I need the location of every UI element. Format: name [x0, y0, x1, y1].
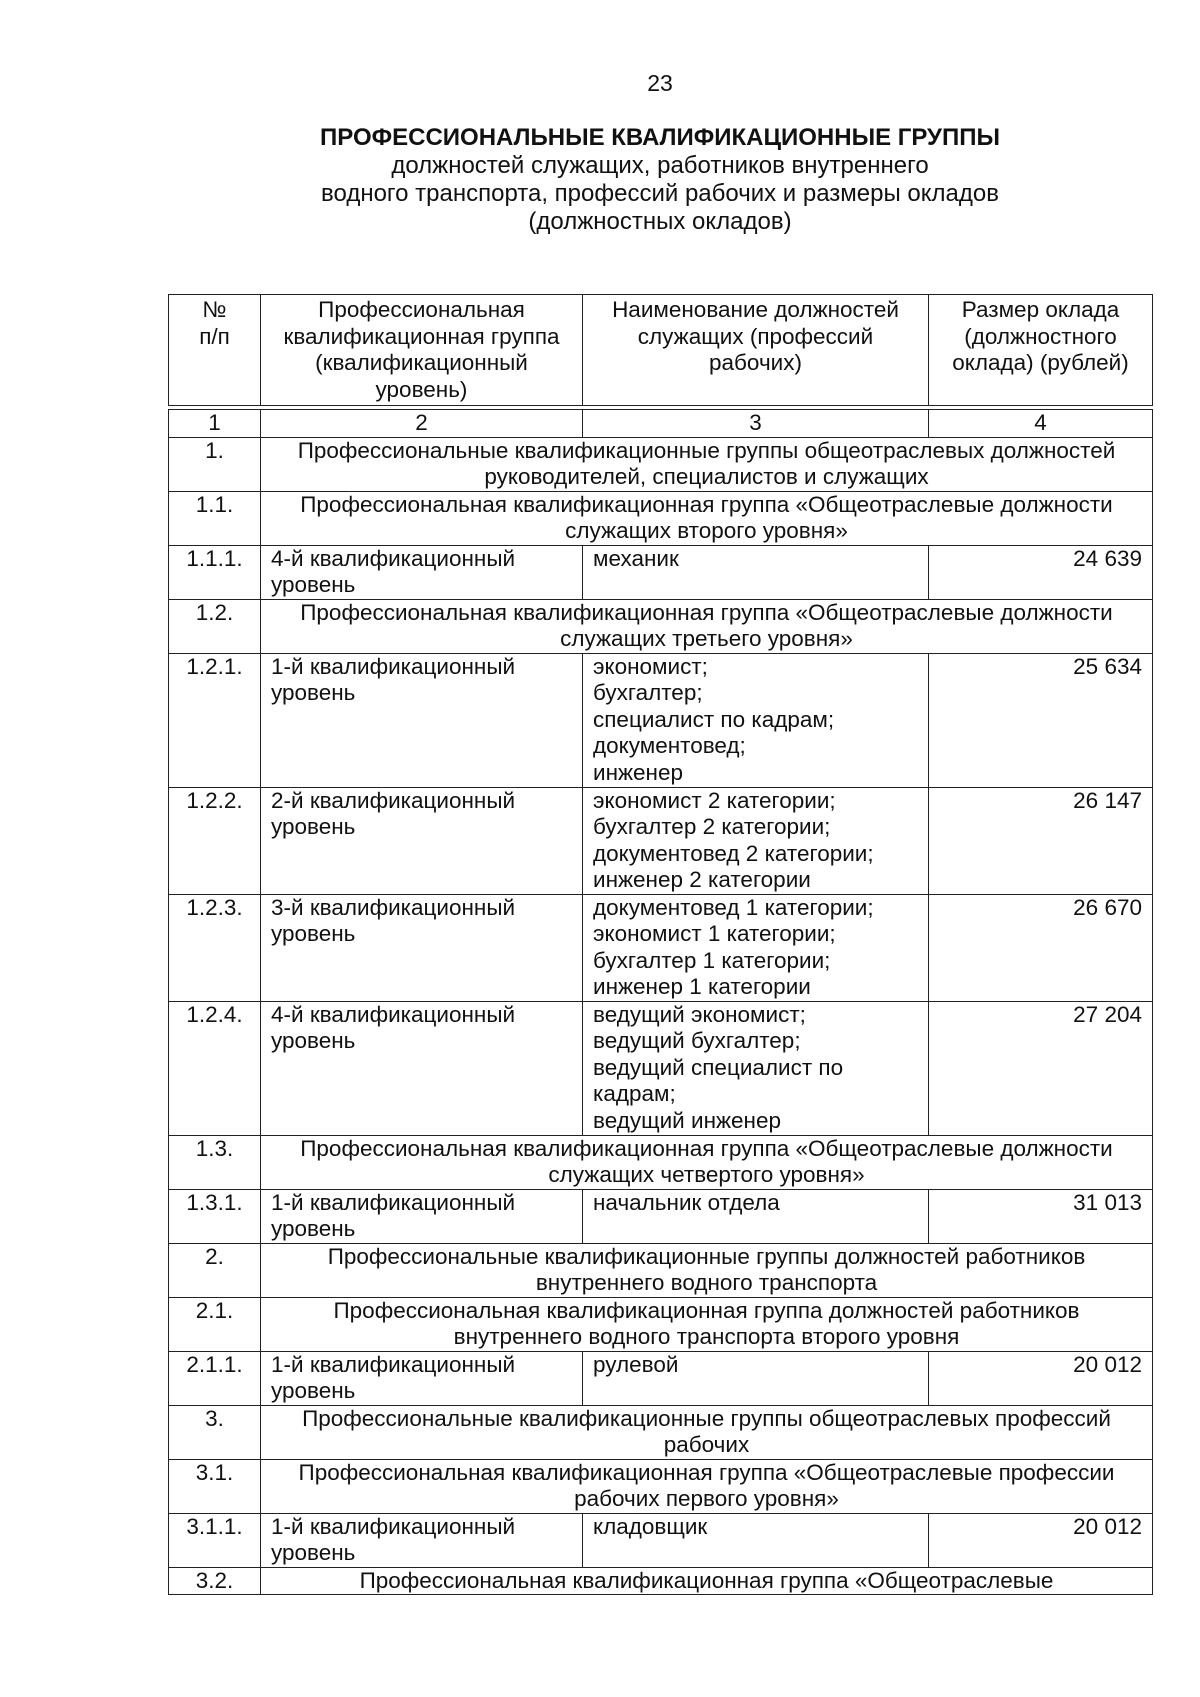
positions: экономист; бухгалтер; специалист по кадрам; документовед; инженер [583, 653, 929, 787]
positions: кладовщик [583, 1513, 929, 1567]
row-number: 1.1.1. [169, 545, 261, 599]
salary: 26 670 [929, 894, 1153, 1001]
header-group: Профессиональная квалификационная группа (квалификационный уровень) [261, 295, 583, 406]
section-title: Профессиональные квалификационные группы должностей работников внутреннего водного транспорта [261, 1243, 1153, 1297]
row-number: 2.1. [169, 1297, 261, 1351]
document-title [0, 124, 1200, 236]
title-line-2: должностей служащих, работников внутреннего [391, 152, 929, 179]
table-row [169, 545, 1153, 599]
table-row [169, 894, 1153, 1001]
salary: 27 204 [929, 1001, 1153, 1135]
row-number: 1.1. [169, 491, 261, 545]
row-number: 1. [169, 437, 261, 491]
title-line-4: (должностных окладов) [528, 208, 792, 235]
row-number: 1.2.2. [169, 787, 261, 894]
title-line-3: водного транспорта, профессий рабочих и размеры окладов [321, 180, 999, 207]
column-index: 4 [929, 410, 1153, 438]
table-section-row [169, 1405, 1153, 1459]
page-number: 23 [647, 70, 673, 96]
row-number: 1.3.1. [169, 1189, 261, 1243]
qualification-level: 1-й квалификационный уровень [261, 1189, 583, 1243]
header-positions: Наименование должностей служащих (профессий рабочих) [583, 295, 929, 406]
section-title: Профессиональная квалификационная группа должностей работников внутреннего водного транспорта второго уровня [261, 1297, 1153, 1351]
section-title: Профессиональная квалификационная группа «Общеотраслевые должности служащих третьего уровня» [261, 599, 1153, 653]
table-row [169, 1351, 1153, 1405]
table-header-row [169, 295, 1153, 406]
column-index-row [169, 410, 1153, 438]
table-section-row [169, 1243, 1153, 1297]
positions: документовед 1 категории; экономист 1 категории; бухгалтер 1 категории; инженер 1 категории [583, 894, 929, 1001]
qualification-level: 4-й квалификационный уровень [261, 1001, 583, 1135]
positions: рулевой [583, 1351, 929, 1405]
table-row [169, 1189, 1153, 1243]
qualification-level: 1-й квалификационный уровень [261, 1351, 583, 1405]
row-number: 1.2. [169, 599, 261, 653]
qualification-level: 2-й квалификационный уровень [261, 787, 583, 894]
positions: механик [583, 545, 929, 599]
row-number: 1.3. [169, 1135, 261, 1189]
title-line-1: ПРОФЕССИОНАЛЬНЫЕ КВАЛИФИКАЦИОННЫЕ ГРУППЫ [320, 124, 1000, 151]
qualification-level: 1-й квалификационный уровень [261, 653, 583, 787]
table-section-row [169, 599, 1153, 653]
salary: 20 012 [929, 1351, 1153, 1405]
section-title: Профессиональная квалификационная группа «Общеотраслевые должности служащих второго уровня» [261, 491, 1153, 545]
table-row [169, 1001, 1153, 1135]
positions: начальник отдела [583, 1189, 929, 1243]
section-title: Профессиональная квалификационная группа «Общеотраслевые должности служащих четвертого уровня» [261, 1135, 1153, 1189]
table-row [169, 653, 1153, 787]
section-title: Профессиональная квалификационная группа «Общеотраслевые профессии рабочих первого уровня» [261, 1459, 1153, 1513]
row-number: 1.2.4. [169, 1001, 261, 1135]
qualification-level: 4-й квалификационный уровень [261, 545, 583, 599]
table-section-row [169, 1135, 1153, 1189]
column-index: 1 [169, 410, 261, 438]
salary: 25 634 [929, 653, 1153, 787]
qualification-level: 1-й квалификационный уровень [261, 1513, 583, 1567]
qualification-level: 3-й квалификационный уровень [261, 894, 583, 1001]
row-number: 3. [169, 1405, 261, 1459]
table-section-row [169, 491, 1153, 545]
salary: 31 013 [929, 1189, 1153, 1243]
table-row [169, 787, 1153, 894]
column-index: 2 [261, 410, 583, 438]
header-number: № п/п [169, 295, 261, 406]
table-row [169, 1513, 1153, 1567]
row-number: 2. [169, 1243, 261, 1297]
table-section-row [169, 1297, 1153, 1351]
table-section-row [169, 1567, 1153, 1595]
row-number: 3.1. [169, 1459, 261, 1513]
row-number: 2.1.1. [169, 1351, 261, 1405]
column-index: 3 [583, 410, 929, 438]
table-section-row [169, 437, 1153, 491]
salary: 20 012 [929, 1513, 1153, 1567]
row-number: 3.2. [169, 1567, 261, 1595]
header-salary: Размер оклада (должностного оклада) (рублей) [929, 295, 1153, 406]
row-number: 1.2.3. [169, 894, 261, 1001]
positions: ведущий экономист; ведущий бухгалтер; ведущий специалист по кадрам; ведущий инженер [583, 1001, 929, 1135]
row-number: 1.2.1. [169, 653, 261, 787]
row-number: 3.1.1. [169, 1513, 261, 1567]
section-title: Профессиональные квалификационные группы общеотраслевых должностей руководителей, специалистов и служащих [261, 437, 1153, 491]
section-title: Профессиональные квалификационные группы общеотраслевых профессий рабочих [261, 1405, 1153, 1459]
section-title: Профессиональная квалификационная группа «Общеотраслевые [261, 1567, 1153, 1595]
salary-table [168, 294, 1153, 1595]
salary: 26 147 [929, 787, 1153, 894]
positions: экономист 2 категории; бухгалтер 2 категории; документовед 2 категории; инженер 2 категории [583, 787, 929, 894]
table-section-row [169, 1459, 1153, 1513]
salary: 24 639 [929, 545, 1153, 599]
